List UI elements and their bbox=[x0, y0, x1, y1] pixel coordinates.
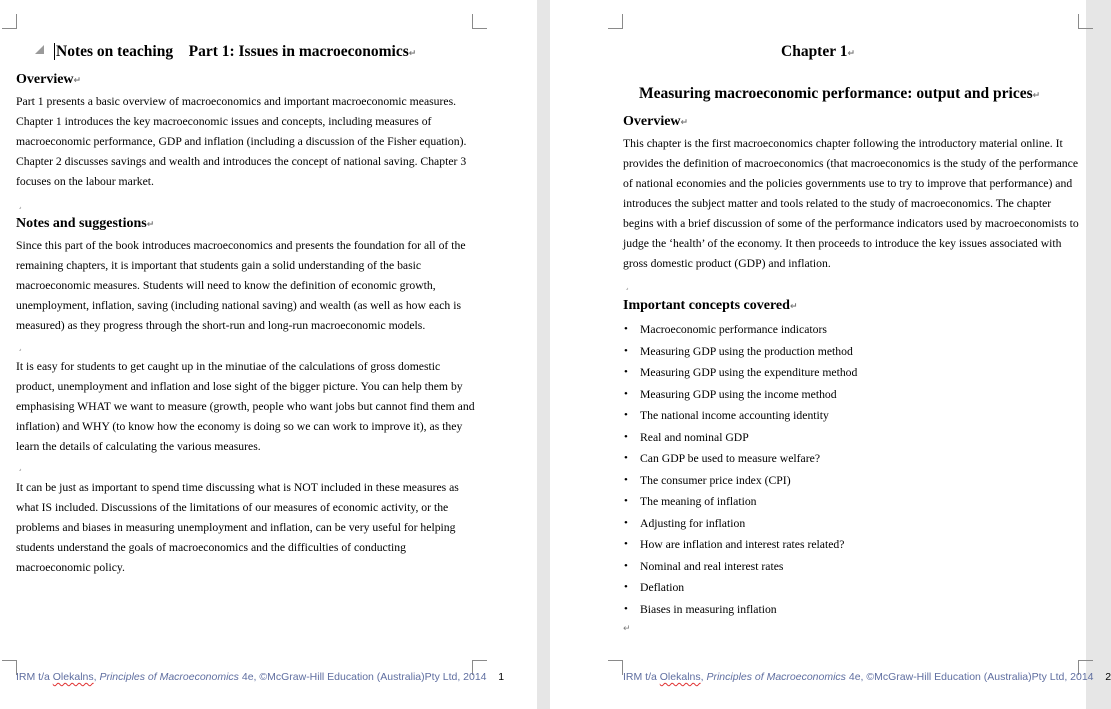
footer-book-title: Principles of Macroeconomics bbox=[706, 671, 846, 683]
paragraph-mark: ↵ bbox=[680, 118, 689, 128]
concepts-list bbox=[623, 319, 857, 620]
page-footer: IRM t/a Olekalns, Principles of Macroeconomics 4e, ©McGraw-Hill Education (Australia)Pty Ltd, 2014 1 bbox=[16, 671, 505, 683]
crop-mark-top-left bbox=[608, 14, 623, 29]
paragraph-mark: ↵ bbox=[73, 76, 82, 86]
list-item: • Measuring GDP using the production method bbox=[623, 341, 857, 363]
crop-mark-top-left bbox=[2, 14, 17, 29]
document-page-2[interactable] bbox=[550, 0, 1111, 709]
page-gutter bbox=[537, 0, 550, 709]
list-item: • Adjusting for inflation bbox=[623, 513, 857, 535]
paragraph-mark: ↵ bbox=[623, 624, 631, 634]
list-item: • Biases in measuring inflation bbox=[623, 599, 857, 621]
footer-book-title: Principles of Macroeconomics bbox=[99, 671, 239, 683]
chapter-label: Chapter 1↵ bbox=[781, 43, 855, 60]
list-item: • Deflation bbox=[623, 577, 857, 599]
overview-heading: Overview↵ bbox=[623, 114, 689, 129]
list-item: • Measuring GDP using the expenditure method bbox=[623, 362, 857, 384]
list-item: • Measuring GDP using the income method bbox=[623, 384, 857, 406]
crop-mark-top-right bbox=[1078, 14, 1093, 29]
list-item: • Macroeconomic performance indicators bbox=[623, 319, 857, 341]
spelling-error-author[interactable]: Olekalns bbox=[52, 671, 94, 683]
empty-paragraph-mark: ¸ bbox=[18, 462, 23, 472]
notes-paragraph-1: Since this part of the book introduces macroeconomics and presents the foundation for all of the remaining chapters, it is important that students gain a solid understanding of the basic macroeconomic measures. Students will need to know the definition of economic growth, unemployment, inflation, saving (including national saving) and wealth (as well as how each is measured) as they progress through the short-run and long-run macroeconomic models. bbox=[16, 239, 466, 332]
crop-mark-bottom-left bbox=[608, 660, 623, 675]
notes-paragraph-2: It is easy for students to get caught up in the minutiae of the calculations of gross domestic product, unemployment and inflation and lose sight of the bigger picture. You can help them by emphasising WHAT we want to measure (growth, people who want jobs but cannot find them and inflation) and WHY (to know how the economy is doing so we can work to improve it), as they learn the details of calculating the various measures. bbox=[16, 360, 475, 453]
list-item: • How are inflation and interest rates related? bbox=[623, 534, 857, 556]
heading-part-title: Part 1: Issues in macroeconomics bbox=[188, 43, 409, 60]
paragraph-mark: ↵ bbox=[408, 49, 417, 59]
empty-paragraph-mark: ¸ bbox=[625, 281, 630, 291]
notes-paragraph-3: It can be just as important to spend time discussing what is NOT included in these measures as what IS included. Discussions of the limitations of our measures of economic activity, or the problems and biases in measuring unemployment and inflation, can be very useful for helping students understand the goals of macroeconomics and the difficulties of conducting macroeconomic policy. bbox=[16, 481, 459, 574]
page-footer: IRM t/a Olekalns, Principles of Macroeconomics 4e, ©McGraw-Hill Education (Australia)Pty Ltd, 2014 2 bbox=[623, 671, 1111, 683]
paragraph-mark: ↵ bbox=[847, 49, 855, 59]
empty-paragraph-mark: ¸ bbox=[18, 200, 23, 210]
document-page-1[interactable] bbox=[0, 0, 537, 709]
list-item: • The consumer price index (CPI) bbox=[623, 470, 857, 492]
list-item: • The meaning of inflation bbox=[623, 491, 857, 513]
page-heading bbox=[54, 43, 416, 61]
concepts-heading: Important concepts covered↵ bbox=[623, 298, 798, 313]
empty-paragraph-mark: ¸ bbox=[18, 342, 23, 352]
overview-heading: Overview↵ bbox=[16, 72, 82, 87]
page-number: 1 bbox=[498, 671, 505, 683]
notes-heading: Notes and suggestions↵ bbox=[16, 216, 155, 231]
chapter-title: Measuring macroeconomic performance: output and prices↵ bbox=[639, 85, 1041, 102]
page-number: 2 bbox=[1105, 671, 1111, 683]
list-item: • The national income accounting identity bbox=[623, 405, 857, 427]
collapse-heading-icon[interactable] bbox=[35, 45, 44, 54]
heading-notes-on-teaching: Notes on teaching bbox=[56, 43, 174, 60]
list-item: • Can GDP be used to measure welfare? bbox=[623, 448, 857, 470]
list-item: • Real and nominal GDP bbox=[623, 427, 857, 449]
chapter-overview-paragraph: This chapter is the first macroeconomics chapter following the introductory material online. It provides the definition of macroeconomics (that macroeconomics is the study of the performance of national economies and the policies governments use to try to improve that performance) and introduces the subject matter and tools related to the study of macroeconomics. The chapter begins with a brief discussion of some of the performance indicators used by macroeconomists to judge the ‘health’ of the economy. It then proceeds to introduce the key issues associated with gross domestic product (GDP) and inflation. bbox=[623, 137, 1079, 270]
overview-paragraph: Part 1 presents a basic overview of macroeconomics and important macroeconomic measures. Chapter 1 introduces the key macroeconomic issues and concepts, including measures of macroeconomic performance, GDP and inflation (including a discussion of the Fisher equation). Chapter 2 discusses savings and wealth and introduces the concept of national saving. Chapter 3 focuses on the labour market. bbox=[16, 95, 467, 188]
crop-mark-top-right bbox=[472, 14, 487, 29]
paragraph-mark: ↵ bbox=[789, 302, 798, 312]
list-item: • Nominal and real interest rates bbox=[623, 556, 857, 578]
crop-mark-bottom-left bbox=[2, 660, 17, 675]
paragraph-mark: ↵ bbox=[146, 220, 155, 230]
paragraph-mark: ↵ bbox=[1032, 91, 1041, 101]
spelling-error-author[interactable]: Olekalns bbox=[659, 671, 701, 683]
